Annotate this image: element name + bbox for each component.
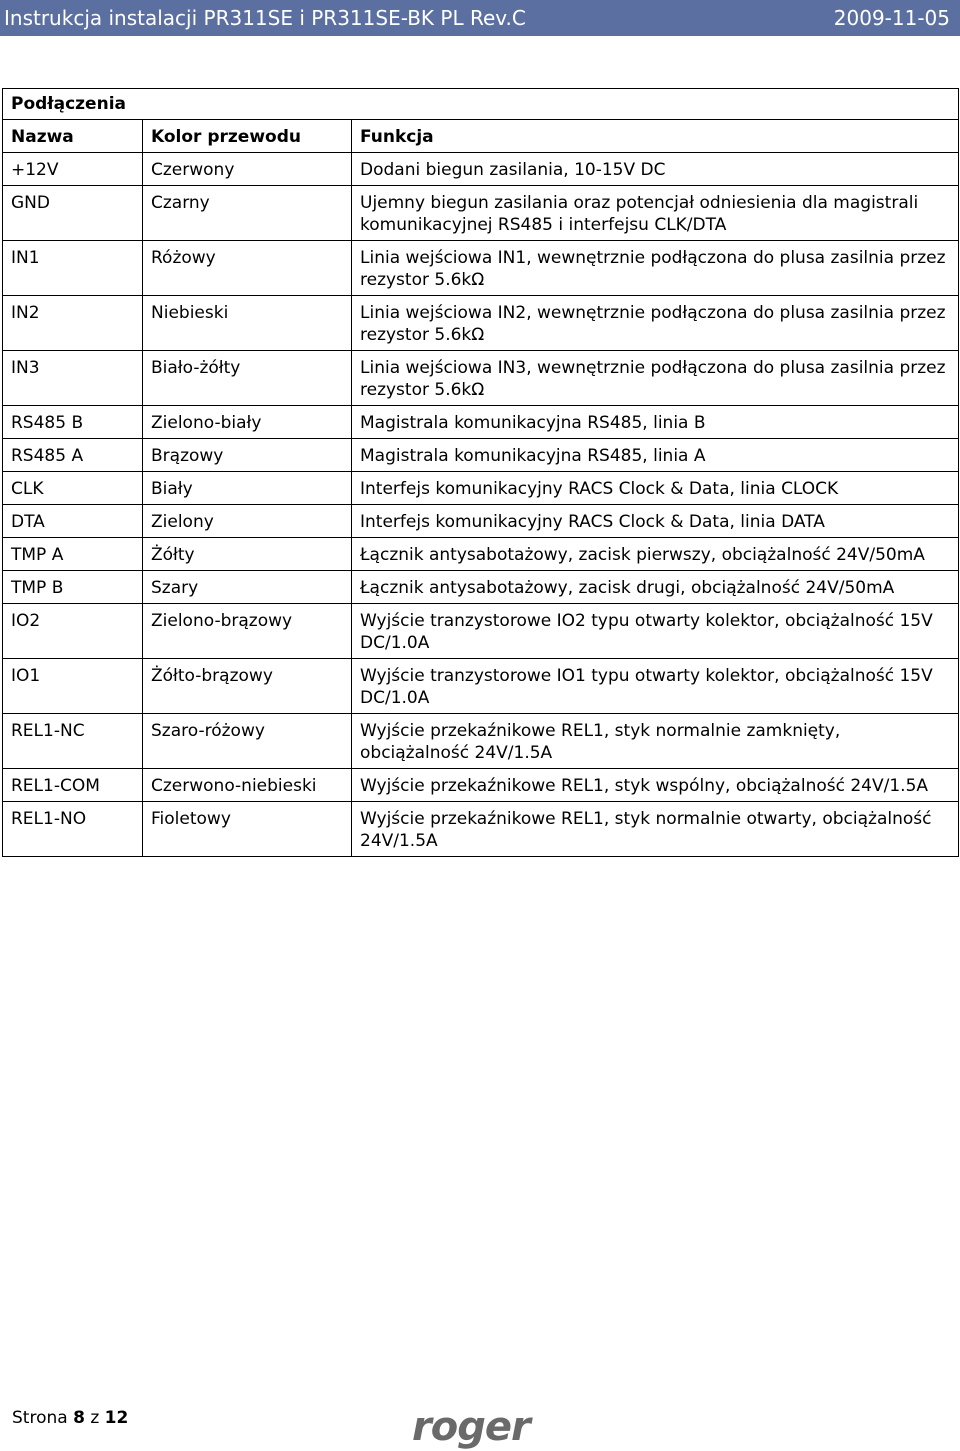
cell-name: IN2: [3, 296, 143, 351]
cell-name: TMP B: [3, 571, 143, 604]
table-row: [3, 472, 959, 505]
cell-function: Linia wejściowa IN3, wewnętrznie podłączona do plusa zasilnia przez rezystor 5.6kΩ: [352, 351, 959, 406]
cell-function: Łącznik antysabotażowy, zacisk pierwszy, obciążalność 24V/50mA: [352, 538, 959, 571]
cell-function: Interfejs komunikacyjny RACS Clock & Data, linia DATA: [352, 505, 959, 538]
table-row: [3, 538, 959, 571]
cell-wire-color: Żółty: [143, 538, 352, 571]
page-total: 12: [104, 1408, 129, 1428]
cell-wire-color: Zielony: [143, 505, 352, 538]
cell-name: IO1: [3, 659, 143, 714]
page-separator: z: [90, 1408, 100, 1428]
table-row: [3, 406, 959, 439]
table-row: [3, 439, 959, 472]
cell-name: IN3: [3, 351, 143, 406]
cell-function: Linia wejściowa IN1, wewnętrznie podłączona do plusa zasilnia przez rezystor 5.6kΩ: [352, 241, 959, 296]
cell-wire-color: Czarny: [143, 186, 352, 241]
table-row: [3, 186, 959, 241]
cell-function: Wyjście przekaźnikowe REL1, styk normalnie otwarty, obciążalność 24V/1.5A: [352, 802, 959, 857]
connections-table: [2, 88, 959, 857]
cell-name: REL1-COM: [3, 769, 143, 802]
cell-name: RS485 B: [3, 406, 143, 439]
column-header-function: Funkcja: [352, 120, 959, 153]
table-row: [3, 241, 959, 296]
cell-name: TMP A: [3, 538, 143, 571]
page-number: [12, 1408, 128, 1428]
cell-wire-color: Różowy: [143, 241, 352, 296]
table-row: [3, 659, 959, 714]
cell-function: Magistrala komunikacyjna RS485, linia B: [352, 406, 959, 439]
table-section-row: [3, 89, 959, 120]
cell-name: GND: [3, 186, 143, 241]
cell-wire-color: Czerwony: [143, 153, 352, 186]
table-row: [3, 769, 959, 802]
table-row: [3, 714, 959, 769]
cell-function: Wyjście tranzystorowe IO1 typu otwarty kolektor, obciążalność 15V DC/1.0A: [352, 659, 959, 714]
table-header-row: [3, 120, 959, 153]
page-header: [0, 0, 960, 36]
cell-wire-color: Czerwono-niebieski: [143, 769, 352, 802]
table-row: [3, 802, 959, 857]
cell-name: DTA: [3, 505, 143, 538]
cell-function: Ujemny biegun zasilania oraz potencjał odniesienia dla magistrali komunikacyjnej RS485 i interfejsu CLK/DTA: [352, 186, 959, 241]
page-current: 8: [73, 1408, 85, 1428]
cell-function: Dodani biegun zasilania, 10-15V DC: [352, 153, 959, 186]
cell-name: CLK: [3, 472, 143, 505]
column-header-name: Nazwa: [3, 120, 143, 153]
page-prefix: Strona: [12, 1408, 68, 1428]
table-row: [3, 351, 959, 406]
cell-function: Magistrala komunikacyjna RS485, linia A: [352, 439, 959, 472]
cell-name: +12V: [3, 153, 143, 186]
cell-wire-color: Żółto-brązowy: [143, 659, 352, 714]
table-row: [3, 571, 959, 604]
cell-function: Łącznik antysabotażowy, zacisk drugi, obciążalność 24V/50mA: [352, 571, 959, 604]
cell-wire-color: Zielono-brązowy: [143, 604, 352, 659]
cell-name: IO2: [3, 604, 143, 659]
cell-wire-color: Szary: [143, 571, 352, 604]
cell-function: Wyjście tranzystorowe IO2 typu otwarty kolektor, obciążalność 15V DC/1.0A: [352, 604, 959, 659]
cell-wire-color: Fioletowy: [143, 802, 352, 857]
cell-wire-color: Niebieski: [143, 296, 352, 351]
document-title: Instrukcja instalacji PR311SE i PR311SE-BK PL Rev.C: [4, 6, 526, 30]
table-row: [3, 604, 959, 659]
cell-wire-color: Zielono-biały: [143, 406, 352, 439]
table-row: [3, 505, 959, 538]
cell-function: Interfejs komunikacyjny RACS Clock & Data, linia CLOCK: [352, 472, 959, 505]
cell-name: REL1-NO: [3, 802, 143, 857]
cell-name: IN1: [3, 241, 143, 296]
table-row: [3, 296, 959, 351]
cell-name: REL1-NC: [3, 714, 143, 769]
roger-logo: roger: [412, 1404, 530, 1450]
cell-wire-color: Biało-żółty: [143, 351, 352, 406]
cell-function: Linia wejściowa IN2, wewnętrznie podłączona do plusa zasilnia przez rezystor 5.6kΩ: [352, 296, 959, 351]
table-row: [3, 153, 959, 186]
cell-name: RS485 A: [3, 439, 143, 472]
document-date: 2009-11-05: [833, 6, 950, 30]
cell-function: Wyjście przekaźnikowe REL1, styk normalnie zamknięty, obciążalność 24V/1.5A: [352, 714, 959, 769]
column-header-color: Kolor przewodu: [143, 120, 352, 153]
section-title: Podłączenia: [3, 89, 959, 120]
cell-function: Wyjście przekaźnikowe REL1, styk wspólny, obciążalność 24V/1.5A: [352, 769, 959, 802]
cell-wire-color: Szaro-różowy: [143, 714, 352, 769]
cell-wire-color: Brązowy: [143, 439, 352, 472]
cell-wire-color: Biały: [143, 472, 352, 505]
